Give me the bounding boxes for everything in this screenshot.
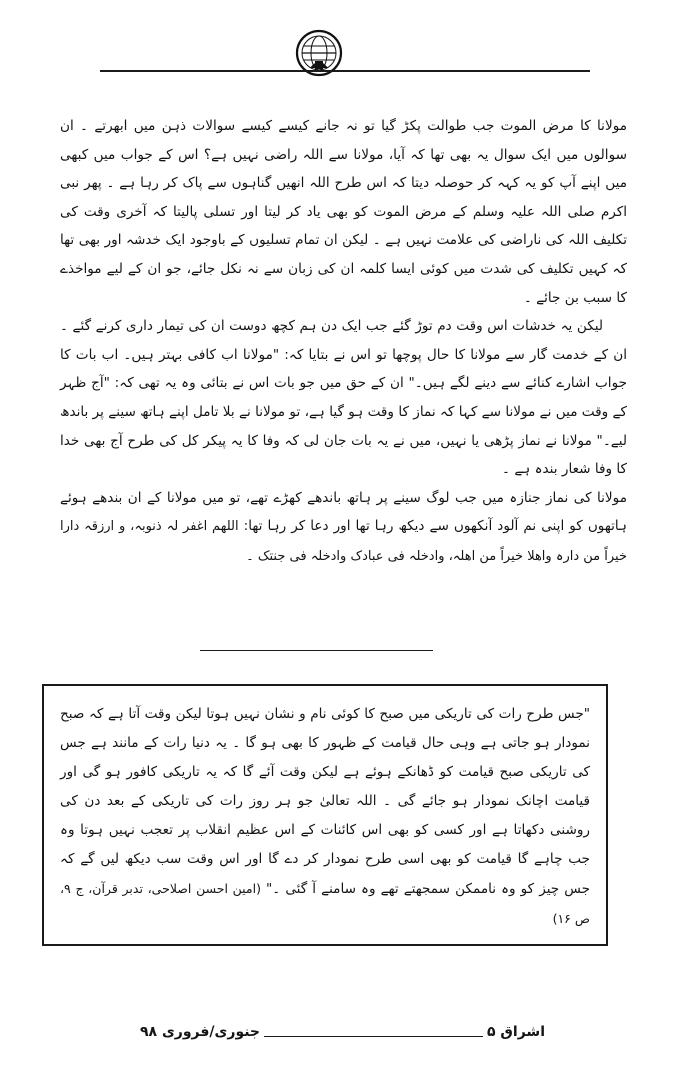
paragraph-1: مولانا کا مرض الموت جب طوالت پکڑ گیا تو نہ جانے کیسے کیسے سوالات ذہن میں ابھرتے ۔ ان سوالوں میں ایک سوال یہ بھی تھا کہ آیا، مولانا سے اللہ راضی نہیں ہے؟ اس کے جواب میں کبھی میں اپنے آپ کو یہ کہہ کر حوصلہ دیتا کہ اس طرح اللہ انھیں گناہوں سے پاک کر رہا ہے ۔ پھر نبی اکرم صلی اللہ علیہ وسلم کے مرض الموت کو بھی یاد کر لیتا اور تسلی پالیتا کہ آخری وقت کی تکلیف اللہ کی ناراضی کی علامت نہیں ہے ۔ لیکن ان تمام تسلیوں کے باوجود ایک خدشہ اور بھی تھا کہ کہیں تکلیف کی شدت میں کوئی ایسا کلمہ ان کی زبان سے نہ نکل جائے، جو ان کے لیے مواخذے کا سبب بن جائے ۔ — [60, 118, 627, 306]
section-divider — [200, 650, 433, 651]
arabic-prayer: اللھم اغفر لہ ذنوبہ، و ارزقہ دارا خیراً من دارہ واھلا خیراً من اھلہ، وادخلہ فی عبادک وادخلہ فی جنتک ۔ — [60, 519, 627, 564]
article-body — [60, 112, 627, 572]
quotation-paragraph — [60, 700, 590, 934]
quotation-citation: (امین احسن اصلاحی، تدبر قرآن، ج ۹، ص ۱۶) — [60, 881, 590, 926]
paragraph-3 — [60, 484, 627, 572]
footer-date: جنوری/فروری ۹۸ — [140, 1024, 261, 1040]
footer-rule — [264, 1036, 483, 1037]
paragraph-3-text: مولانا کی نماز جنازہ میں جب لوگ سینے پر ہاتھ باندھے کھڑے تھے، تو میں مولانا کے ان بندھے ہوئے ہاتھوں کو اپنی نم آلود آنکھوں سے دیکھ رہا تھا اور دعا کر رہا تھا: — [60, 489, 627, 535]
quotation-text: "جس طرح رات کی تاریکی میں صبح کا کوئی نام و نشان نہیں ہوتا لیکن وقت آتا ہے کہ صبح نمودار ہو جاتی ہے وہی حال قیامت کے ظہور کا بھی ہو گا ۔ یہ دنیا رات کے مانند ہے جس کی تاریکی صبح قیامت کو ڈھانکے ہوئے ہے لیکن وقت آئے گا کہ یہ تاریکی کافور ہو گی اور قیامت اچانک نمودار ہو جائے گی ۔ اللہ تعالیٰ جو ہر روز رات کی تاریکی کے بعد دن کی روشنی دکھاتا ہے اور کسی کو بھی اس کائنات کے اس عظیم انقلاب پر تعجب نہیں ہوتا وہ جب چاہے گا قیامت کو بھی اسی طرح نمودار کر دے گا اور اس وقت سب دیکھ لیں گے کہ جس چیز کو وہ ناممکن سمجھتے تھے وہ سامنے آ گئی ۔" — [60, 706, 591, 897]
header-rule — [100, 70, 590, 72]
footer-magazine: اشراق ۵ — [486, 1024, 545, 1040]
quotation-box — [42, 684, 608, 946]
paragraph-2: لیکن یہ خدشات اس وقت دم توڑ گئے جب ایک دن ہم کچھ دوست ان کی تیمار داری کرنے گئے ۔ ان کے خدمت گار سے مولانا کا حال پوچھا تو اس نے بتایا کہ: "مولانا اب کافی بہتر ہیں۔ اب بات کا جواب اشارے کنائے سے دینے لگے ہیں۔" ان کے حق میں جو بات اس نے بتائی وہ یہ تھی کہ: "آج ظہر کے وقت میں نے مولانا سے کہا کہ نماز کا وقت ہو گیا ہے، تو مولانا نے بلا تامل اپنے ہاتھ سینے پر باندھ لیے۔" مولانا نے نماز پڑھی یا نہیں، میں نے یہ بات جان لی کہ وفا کا یہ پیکر کل کی طرح آج بھی خدا کا وفا شعار بندہ ہے ۔ — [60, 318, 627, 478]
page-footer — [140, 1020, 545, 1044]
